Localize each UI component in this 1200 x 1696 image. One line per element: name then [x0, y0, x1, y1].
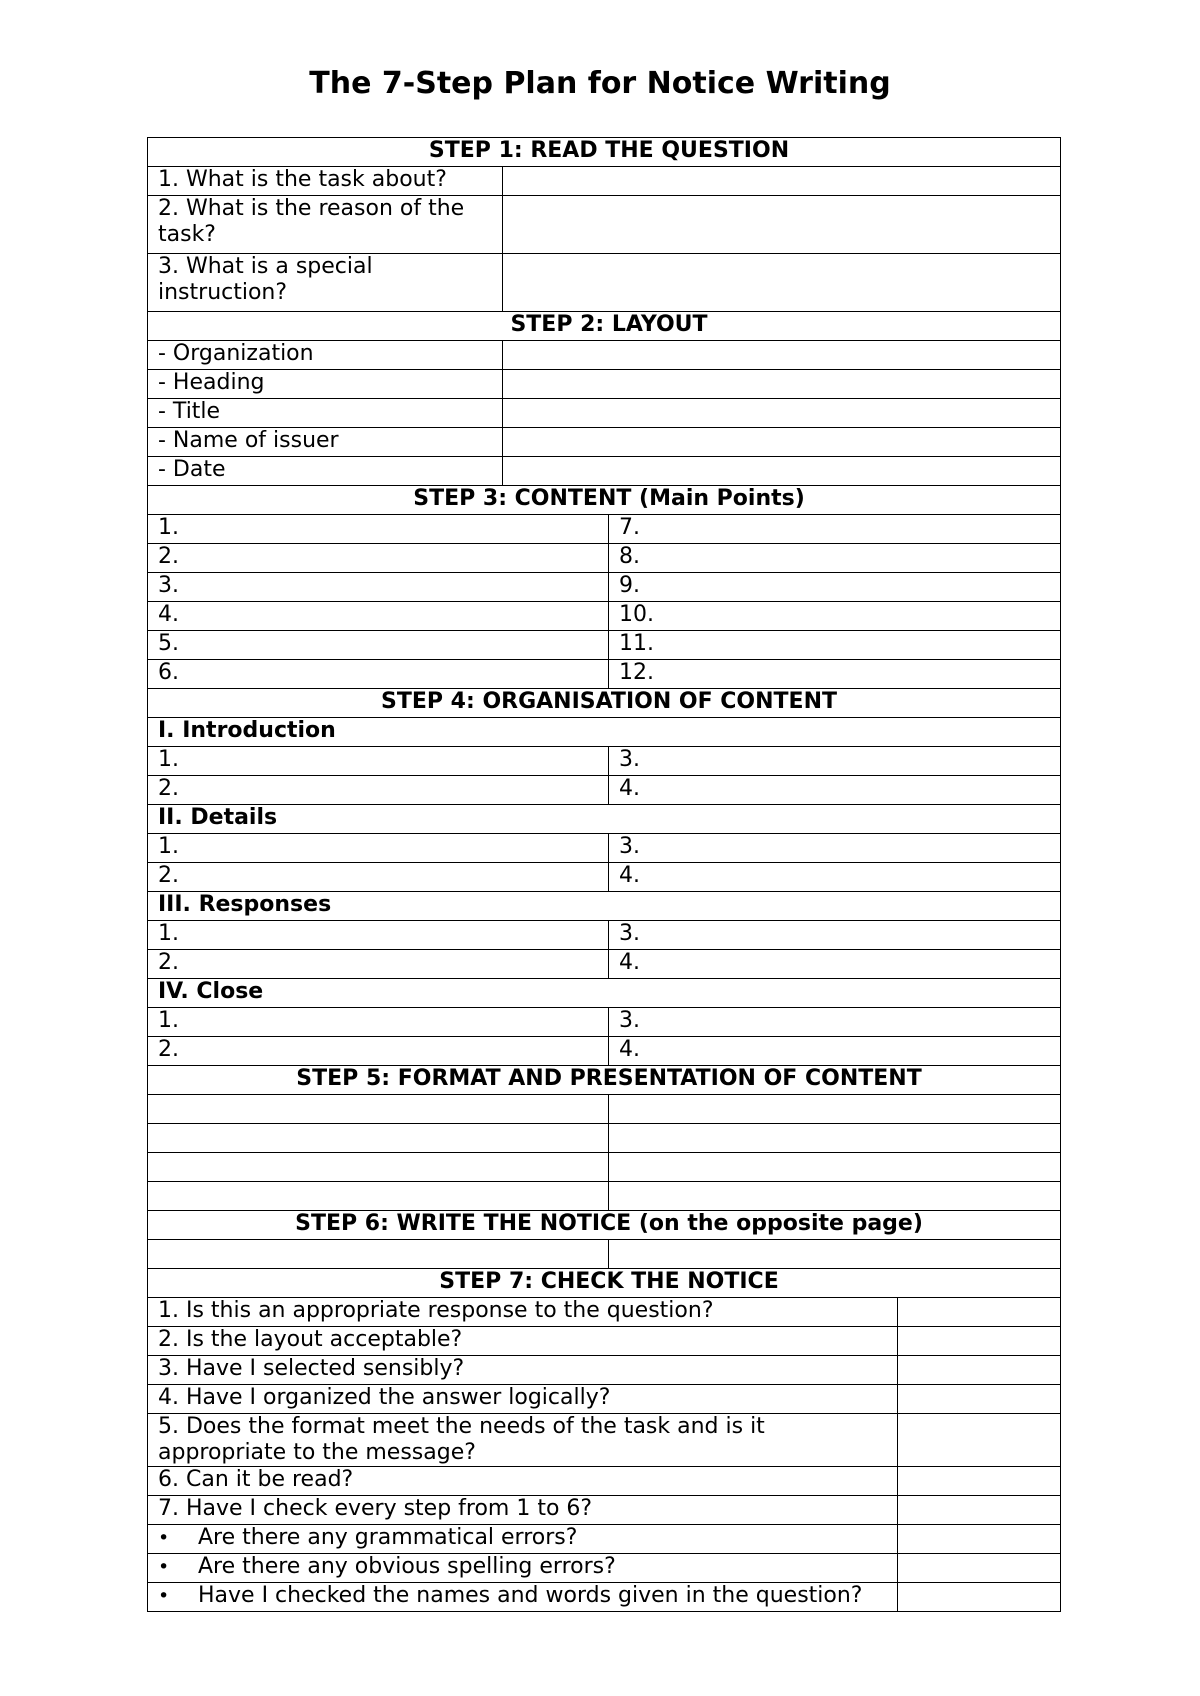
organisation-point-cell[interactable]: 1.: [148, 747, 609, 776]
step1-answer-field[interactable]: [503, 167, 1061, 196]
notice-plan-table: [147, 137, 1061, 1612]
organisation-point-cell[interactable]: 1.: [148, 834, 609, 863]
page-title: The 7-Step Plan for Notice Writing: [309, 66, 891, 101]
content-point-cell[interactable]: 9.: [609, 573, 1061, 602]
layout-item-label: - Title: [148, 399, 503, 428]
organisation-point-cell[interactable]: 3.: [609, 834, 1061, 863]
section-title-details: II. Details: [148, 805, 1061, 834]
layout-answer-field[interactable]: [503, 428, 1061, 457]
section-title-close: IV. Close: [148, 979, 1061, 1008]
check-answer-cell[interactable]: [898, 1525, 1061, 1554]
step4-heading: STEP 4: ORGANISATION OF CONTENT: [148, 689, 1061, 718]
step5-heading: STEP 5: FORMAT AND PRESENTATION OF CONTENT: [148, 1066, 1061, 1095]
step7-heading: STEP 7: CHECK THE NOTICE: [148, 1269, 1061, 1298]
organisation-point-cell[interactable]: 4.: [609, 950, 1061, 979]
step6-heading: STEP 6: WRITE THE NOTICE (on the opposite page): [148, 1211, 1061, 1240]
check-answer-cell[interactable]: [898, 1467, 1061, 1496]
organisation-point-cell[interactable]: 1.: [148, 921, 609, 950]
format-cell[interactable]: [148, 1182, 609, 1211]
format-cell[interactable]: [609, 1182, 1061, 1211]
check-bullet-item: • Are there any obvious spelling errors?: [148, 1554, 898, 1583]
check-question: 5. Does the format meet the needs of the task and is it appropriate to the message?: [148, 1414, 898, 1467]
content-point-cell[interactable]: 6.: [148, 660, 609, 689]
check-question: 7. Have I check every step from 1 to 6?: [148, 1496, 898, 1525]
notice-cell[interactable]: [148, 1240, 609, 1269]
content-point-cell[interactable]: 3.: [148, 573, 609, 602]
content-point-cell[interactable]: 2.: [148, 544, 609, 573]
check-question: 1. Is this an appropriate response to the question?: [148, 1298, 898, 1327]
organisation-point-cell[interactable]: 2.: [148, 950, 609, 979]
check-answer-cell[interactable]: [898, 1554, 1061, 1583]
step1-answer-field[interactable]: [503, 254, 1061, 312]
step1-heading: STEP 1: READ THE QUESTION: [148, 138, 1061, 167]
notice-cell[interactable]: [609, 1240, 1061, 1269]
organisation-point-cell[interactable]: 3.: [609, 747, 1061, 776]
content-point-cell[interactable]: 4.: [148, 602, 609, 631]
check-question: 2. Is the layout acceptable?: [148, 1327, 898, 1356]
content-point-cell[interactable]: 1.: [148, 515, 609, 544]
check-question: 6. Can it be read?: [148, 1467, 898, 1496]
format-cell[interactable]: [609, 1095, 1061, 1124]
layout-answer-field[interactable]: [503, 399, 1061, 428]
organisation-point-cell[interactable]: 2.: [148, 776, 609, 805]
check-answer-cell[interactable]: [898, 1298, 1061, 1327]
check-bullet-item: • Have I checked the names and words given in the question?: [148, 1583, 898, 1612]
step1-question: 2. What is the reason of the task?: [148, 196, 503, 254]
content-point-cell[interactable]: 10.: [609, 602, 1061, 631]
content-point-cell[interactable]: 8.: [609, 544, 1061, 573]
format-cell[interactable]: [609, 1124, 1061, 1153]
check-bullet-item: • Are there any grammatical errors?: [148, 1525, 898, 1554]
check-answer-cell[interactable]: [898, 1327, 1061, 1356]
layout-answer-field[interactable]: [503, 457, 1061, 486]
step2-heading: STEP 2: LAYOUT: [148, 312, 1061, 341]
check-answer-cell[interactable]: [898, 1414, 1061, 1467]
layout-item-label: - Date: [148, 457, 503, 486]
organisation-point-cell[interactable]: 2.: [148, 863, 609, 892]
step1-question: 1. What is the task about?: [148, 167, 503, 196]
layout-item-label: - Heading: [148, 370, 503, 399]
organisation-point-cell[interactable]: 4.: [609, 863, 1061, 892]
layout-answer-field[interactable]: [503, 370, 1061, 399]
section-title-introduction: I. Introduction: [148, 718, 1061, 747]
layout-item-label: - Name of issuer: [148, 428, 503, 457]
check-answer-cell[interactable]: [898, 1385, 1061, 1414]
format-cell[interactable]: [148, 1095, 609, 1124]
check-answer-cell[interactable]: [898, 1356, 1061, 1385]
check-answer-cell[interactable]: [898, 1496, 1061, 1525]
content-point-cell[interactable]: 5.: [148, 631, 609, 660]
format-cell[interactable]: [148, 1124, 609, 1153]
step1-question: 3. What is a special instruction?: [148, 254, 503, 312]
layout-item-label: - Organization: [148, 341, 503, 370]
step1-answer-field[interactable]: [503, 196, 1061, 254]
check-answer-cell[interactable]: [898, 1583, 1061, 1612]
organisation-point-cell[interactable]: 4.: [609, 1037, 1061, 1066]
layout-answer-field[interactable]: [503, 341, 1061, 370]
content-point-cell[interactable]: 11.: [609, 631, 1061, 660]
step3-heading: STEP 3: CONTENT (Main Points): [148, 486, 1061, 515]
check-question: 4. Have I organized the answer logically?: [148, 1385, 898, 1414]
organisation-point-cell[interactable]: 3.: [609, 1008, 1061, 1037]
organisation-point-cell[interactable]: 4.: [609, 776, 1061, 805]
content-point-cell[interactable]: 7.: [609, 515, 1061, 544]
organisation-point-cell[interactable]: 2.: [148, 1037, 609, 1066]
organisation-point-cell[interactable]: 1.: [148, 1008, 609, 1037]
format-cell[interactable]: [609, 1153, 1061, 1182]
content-point-cell[interactable]: 12.: [609, 660, 1061, 689]
check-question: 3. Have I selected sensibly?: [148, 1356, 898, 1385]
format-cell[interactable]: [148, 1153, 609, 1182]
section-title-responses: III. Responses: [148, 892, 1061, 921]
organisation-point-cell[interactable]: 3.: [609, 921, 1061, 950]
